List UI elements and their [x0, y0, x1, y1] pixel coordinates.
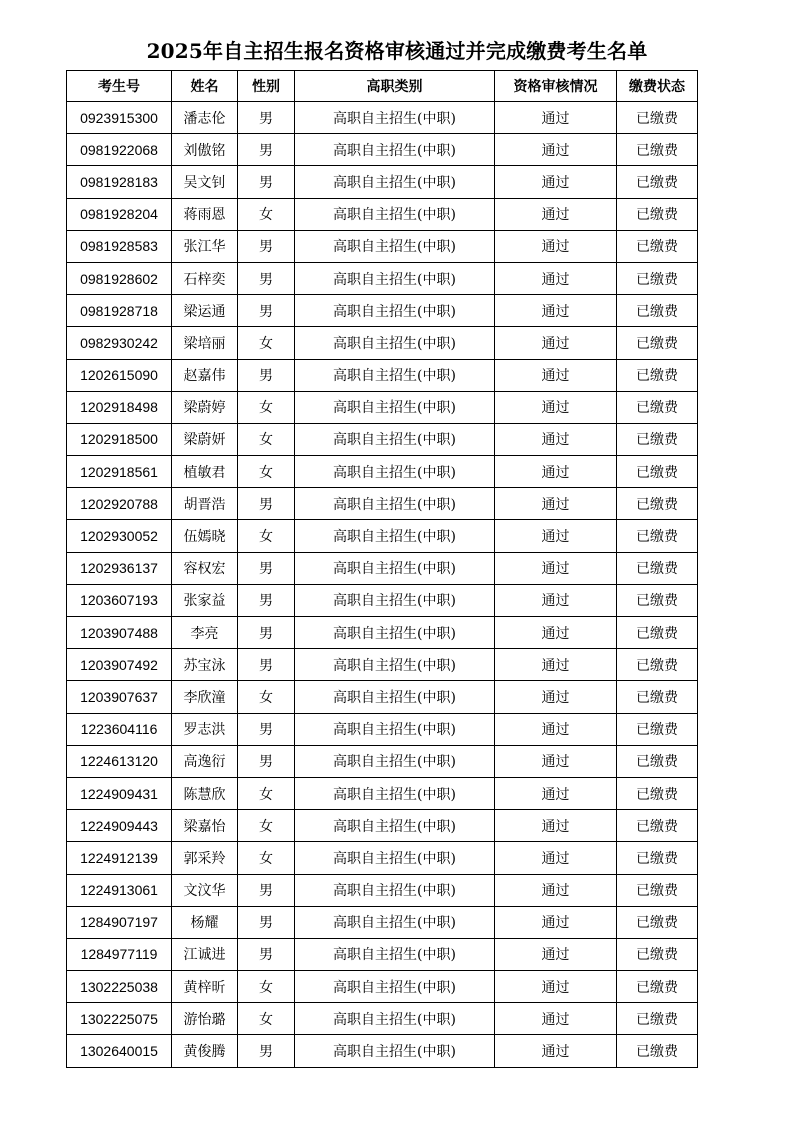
gender-cell: 男	[238, 488, 295, 520]
gender-cell: 女	[238, 971, 295, 1003]
category-cell: 高职自主招生(中职)	[295, 681, 495, 713]
gender-cell: 女	[238, 423, 295, 455]
header-category: 高职类别	[295, 71, 495, 102]
name-cell: 梁嘉怡	[172, 810, 238, 842]
category-cell: 高职自主招生(中职)	[295, 874, 495, 906]
name-cell: 游怡璐	[172, 1003, 238, 1035]
exam-no-cell: 0981928718	[67, 295, 172, 327]
payment-cell: 已缴费	[617, 681, 698, 713]
gender-cell: 女	[238, 391, 295, 423]
gender-cell: 男	[238, 102, 295, 134]
exam-no-cell: 1203907492	[67, 649, 172, 681]
name-cell: 文汶华	[172, 874, 238, 906]
payment-cell: 已缴费	[617, 713, 698, 745]
gender-cell: 女	[238, 810, 295, 842]
review-cell: 通过	[495, 391, 617, 423]
category-cell: 高职自主招生(中职)	[295, 359, 495, 391]
table-row	[67, 456, 698, 488]
category-cell: 高职自主招生(中职)	[295, 391, 495, 423]
category-cell: 高职自主招生(中职)	[295, 713, 495, 745]
review-cell: 通过	[495, 649, 617, 681]
exam-no-cell: 1224909431	[67, 777, 172, 809]
review-cell: 通过	[495, 584, 617, 616]
payment-cell: 已缴费	[617, 777, 698, 809]
gender-cell: 男	[238, 745, 295, 777]
review-cell: 通过	[495, 359, 617, 391]
exam-no-cell: 1203907637	[67, 681, 172, 713]
table-row	[67, 777, 698, 809]
review-cell: 通过	[495, 713, 617, 745]
gender-cell: 女	[238, 842, 295, 874]
name-cell: 李欣潼	[172, 681, 238, 713]
category-cell: 高职自主招生(中职)	[295, 230, 495, 262]
header-payment: 缴费状态	[617, 71, 698, 102]
exam-no-cell: 0923915300	[67, 102, 172, 134]
payment-cell: 已缴费	[617, 134, 698, 166]
review-cell: 通过	[495, 1003, 617, 1035]
category-cell: 高职自主招生(中职)	[295, 488, 495, 520]
payment-cell: 已缴费	[617, 262, 698, 294]
name-cell: 伍嫣晓	[172, 520, 238, 552]
header-row	[67, 71, 698, 102]
review-cell: 通过	[495, 971, 617, 1003]
name-cell: 梁培丽	[172, 327, 238, 359]
payment-cell: 已缴费	[617, 423, 698, 455]
payment-cell: 已缴费	[617, 166, 698, 198]
exam-no-cell: 1224909443	[67, 810, 172, 842]
exam-no-cell: 1302225075	[67, 1003, 172, 1035]
exam-no-cell: 1224913061	[67, 874, 172, 906]
table-row	[67, 488, 698, 520]
table-row	[67, 842, 698, 874]
payment-cell: 已缴费	[617, 1035, 698, 1067]
gender-cell: 男	[238, 295, 295, 327]
payment-cell: 已缴费	[617, 230, 698, 262]
category-cell: 高职自主招生(中职)	[295, 842, 495, 874]
table-row	[67, 713, 698, 745]
review-cell: 通过	[495, 842, 617, 874]
table-header	[67, 71, 698, 102]
review-cell: 通过	[495, 745, 617, 777]
gender-cell: 男	[238, 649, 295, 681]
review-cell: 通过	[495, 938, 617, 970]
name-cell: 刘傲铭	[172, 134, 238, 166]
payment-cell: 已缴费	[617, 938, 698, 970]
table-row	[67, 391, 698, 423]
review-cell: 通过	[495, 295, 617, 327]
payment-cell: 已缴费	[617, 391, 698, 423]
name-cell: 梁蔚婷	[172, 391, 238, 423]
table-row	[67, 906, 698, 938]
gender-cell: 男	[238, 713, 295, 745]
payment-cell: 已缴费	[617, 198, 698, 230]
payment-cell: 已缴费	[617, 359, 698, 391]
name-cell: 高逸衍	[172, 745, 238, 777]
table-row	[67, 584, 698, 616]
admission-table	[66, 70, 698, 1068]
category-cell: 高职自主招生(中职)	[295, 584, 495, 616]
exam-no-cell: 0981928183	[67, 166, 172, 198]
name-cell: 蒋雨恩	[172, 198, 238, 230]
name-cell: 张江华	[172, 230, 238, 262]
exam-no-cell: 1202936137	[67, 552, 172, 584]
review-cell: 通过	[495, 327, 617, 359]
exam-no-cell: 1224613120	[67, 745, 172, 777]
table-row	[67, 295, 698, 327]
table-row	[67, 262, 698, 294]
table-row	[67, 649, 698, 681]
exam-no-cell: 1223604116	[67, 713, 172, 745]
name-cell: 陈慧欣	[172, 777, 238, 809]
header-name: 姓名	[172, 71, 238, 102]
name-cell: 江诚进	[172, 938, 238, 970]
category-cell: 高职自主招生(中职)	[295, 1003, 495, 1035]
exam-no-cell: 1203907488	[67, 617, 172, 649]
payment-cell: 已缴费	[617, 488, 698, 520]
table-row	[67, 617, 698, 649]
category-cell: 高职自主招生(中职)	[295, 134, 495, 166]
gender-cell: 女	[238, 777, 295, 809]
exam-no-cell: 1202918498	[67, 391, 172, 423]
header-exam-no: 考生号	[67, 71, 172, 102]
category-cell: 高职自主招生(中职)	[295, 423, 495, 455]
review-cell: 通过	[495, 230, 617, 262]
gender-cell: 男	[238, 262, 295, 294]
review-cell: 通过	[495, 423, 617, 455]
exam-no-cell: 1202920788	[67, 488, 172, 520]
gender-cell: 男	[238, 617, 295, 649]
name-cell: 吴文钊	[172, 166, 238, 198]
table-row	[67, 102, 698, 134]
table-row	[67, 166, 698, 198]
review-cell: 通过	[495, 134, 617, 166]
table-row	[67, 938, 698, 970]
category-cell: 高职自主招生(中职)	[295, 745, 495, 777]
payment-cell: 已缴费	[617, 649, 698, 681]
payment-cell: 已缴费	[617, 906, 698, 938]
exam-no-cell: 1284907197	[67, 906, 172, 938]
name-cell: 植敏君	[172, 456, 238, 488]
name-cell: 石梓奕	[172, 262, 238, 294]
table-row	[67, 971, 698, 1003]
review-cell: 通过	[495, 520, 617, 552]
name-cell: 黄梓昕	[172, 971, 238, 1003]
review-cell: 通过	[495, 456, 617, 488]
category-cell: 高职自主招生(中职)	[295, 295, 495, 327]
exam-no-cell: 1202918561	[67, 456, 172, 488]
review-cell: 通过	[495, 777, 617, 809]
category-cell: 高职自主招生(中职)	[295, 327, 495, 359]
exam-no-cell: 0982930242	[67, 327, 172, 359]
category-cell: 高职自主招生(中职)	[295, 649, 495, 681]
table-row	[67, 327, 698, 359]
name-cell: 杨耀	[172, 906, 238, 938]
payment-cell: 已缴费	[617, 552, 698, 584]
name-cell: 黄俊腾	[172, 1035, 238, 1067]
payment-cell: 已缴费	[617, 102, 698, 134]
category-cell: 高职自主招生(中职)	[295, 1035, 495, 1067]
gender-cell: 男	[238, 1035, 295, 1067]
name-cell: 梁运通	[172, 295, 238, 327]
table-row	[67, 681, 698, 713]
exam-no-cell: 1302640015	[67, 1035, 172, 1067]
category-cell: 高职自主招生(中职)	[295, 971, 495, 1003]
exam-no-cell: 1302225038	[67, 971, 172, 1003]
review-cell: 通过	[495, 552, 617, 584]
header-review: 资格审核情况	[495, 71, 617, 102]
header-gender: 性别	[238, 71, 295, 102]
gender-cell: 男	[238, 166, 295, 198]
payment-cell: 已缴费	[617, 971, 698, 1003]
category-cell: 高职自主招生(中职)	[295, 938, 495, 970]
review-cell: 通过	[495, 262, 617, 294]
payment-cell: 已缴费	[617, 584, 698, 616]
payment-cell: 已缴费	[617, 327, 698, 359]
review-cell: 通过	[495, 681, 617, 713]
category-cell: 高职自主招生(中职)	[295, 552, 495, 584]
table-row	[67, 874, 698, 906]
review-cell: 通过	[495, 198, 617, 230]
payment-cell: 已缴费	[617, 617, 698, 649]
gender-cell: 女	[238, 520, 295, 552]
category-cell: 高职自主招生(中职)	[295, 810, 495, 842]
review-cell: 通过	[495, 874, 617, 906]
category-cell: 高职自主招生(中职)	[295, 520, 495, 552]
category-cell: 高职自主招生(中职)	[295, 262, 495, 294]
payment-cell: 已缴费	[617, 810, 698, 842]
name-cell: 张家益	[172, 584, 238, 616]
exam-no-cell: 0981922068	[67, 134, 172, 166]
payment-cell: 已缴费	[617, 295, 698, 327]
table-row	[67, 520, 698, 552]
review-cell: 通过	[495, 810, 617, 842]
table-row	[67, 359, 698, 391]
table-row	[67, 1003, 698, 1035]
gender-cell: 男	[238, 134, 295, 166]
category-cell: 高职自主招生(中职)	[295, 777, 495, 809]
payment-cell: 已缴费	[617, 520, 698, 552]
exam-no-cell: 1202930052	[67, 520, 172, 552]
gender-cell: 男	[238, 230, 295, 262]
table-row	[67, 810, 698, 842]
gender-cell: 男	[238, 906, 295, 938]
gender-cell: 女	[238, 198, 295, 230]
category-cell: 高职自主招生(中职)	[295, 906, 495, 938]
exam-no-cell: 1203607193	[67, 584, 172, 616]
payment-cell: 已缴费	[617, 842, 698, 874]
gender-cell: 男	[238, 584, 295, 616]
table-row	[67, 230, 698, 262]
review-cell: 通过	[495, 102, 617, 134]
table-row	[67, 423, 698, 455]
exam-no-cell: 0981928583	[67, 230, 172, 262]
review-cell: 通过	[495, 906, 617, 938]
document-title: 2025年自主招生报名资格审核通过并完成缴费考生名单	[146, 39, 648, 63]
gender-cell: 男	[238, 874, 295, 906]
name-cell: 罗志洪	[172, 713, 238, 745]
payment-cell: 已缴费	[617, 456, 698, 488]
gender-cell: 男	[238, 359, 295, 391]
exam-no-cell: 0981928204	[67, 198, 172, 230]
category-cell: 高职自主招生(中职)	[295, 102, 495, 134]
exam-no-cell: 0981928602	[67, 262, 172, 294]
gender-cell: 女	[238, 456, 295, 488]
name-cell: 潘志伦	[172, 102, 238, 134]
name-cell: 苏宝泳	[172, 649, 238, 681]
gender-cell: 男	[238, 938, 295, 970]
name-cell: 郭采羚	[172, 842, 238, 874]
name-cell: 梁蔚妍	[172, 423, 238, 455]
payment-cell: 已缴费	[617, 1003, 698, 1035]
table-row	[67, 134, 698, 166]
gender-cell: 女	[238, 1003, 295, 1035]
payment-cell: 已缴费	[617, 745, 698, 777]
gender-cell: 女	[238, 327, 295, 359]
name-cell: 容权宏	[172, 552, 238, 584]
name-cell: 赵嘉伟	[172, 359, 238, 391]
category-cell: 高职自主招生(中职)	[295, 198, 495, 230]
review-cell: 通过	[495, 617, 617, 649]
gender-cell: 女	[238, 681, 295, 713]
review-cell: 通过	[495, 166, 617, 198]
table-row	[67, 1035, 698, 1067]
review-cell: 通过	[495, 1035, 617, 1067]
payment-cell: 已缴费	[617, 874, 698, 906]
gender-cell: 男	[238, 552, 295, 584]
category-cell: 高职自主招生(中职)	[295, 166, 495, 198]
name-cell: 李亮	[172, 617, 238, 649]
table-row	[67, 552, 698, 584]
name-cell: 胡晋浩	[172, 488, 238, 520]
category-cell: 高职自主招生(中职)	[295, 456, 495, 488]
review-cell: 通过	[495, 488, 617, 520]
exam-no-cell: 1224912139	[67, 842, 172, 874]
exam-no-cell: 1202615090	[67, 359, 172, 391]
exam-no-cell: 1202918500	[67, 423, 172, 455]
table-body	[67, 102, 698, 1068]
category-cell: 高职自主招生(中职)	[295, 617, 495, 649]
table-row	[67, 745, 698, 777]
table-row	[67, 198, 698, 230]
exam-no-cell: 1284977119	[67, 938, 172, 970]
